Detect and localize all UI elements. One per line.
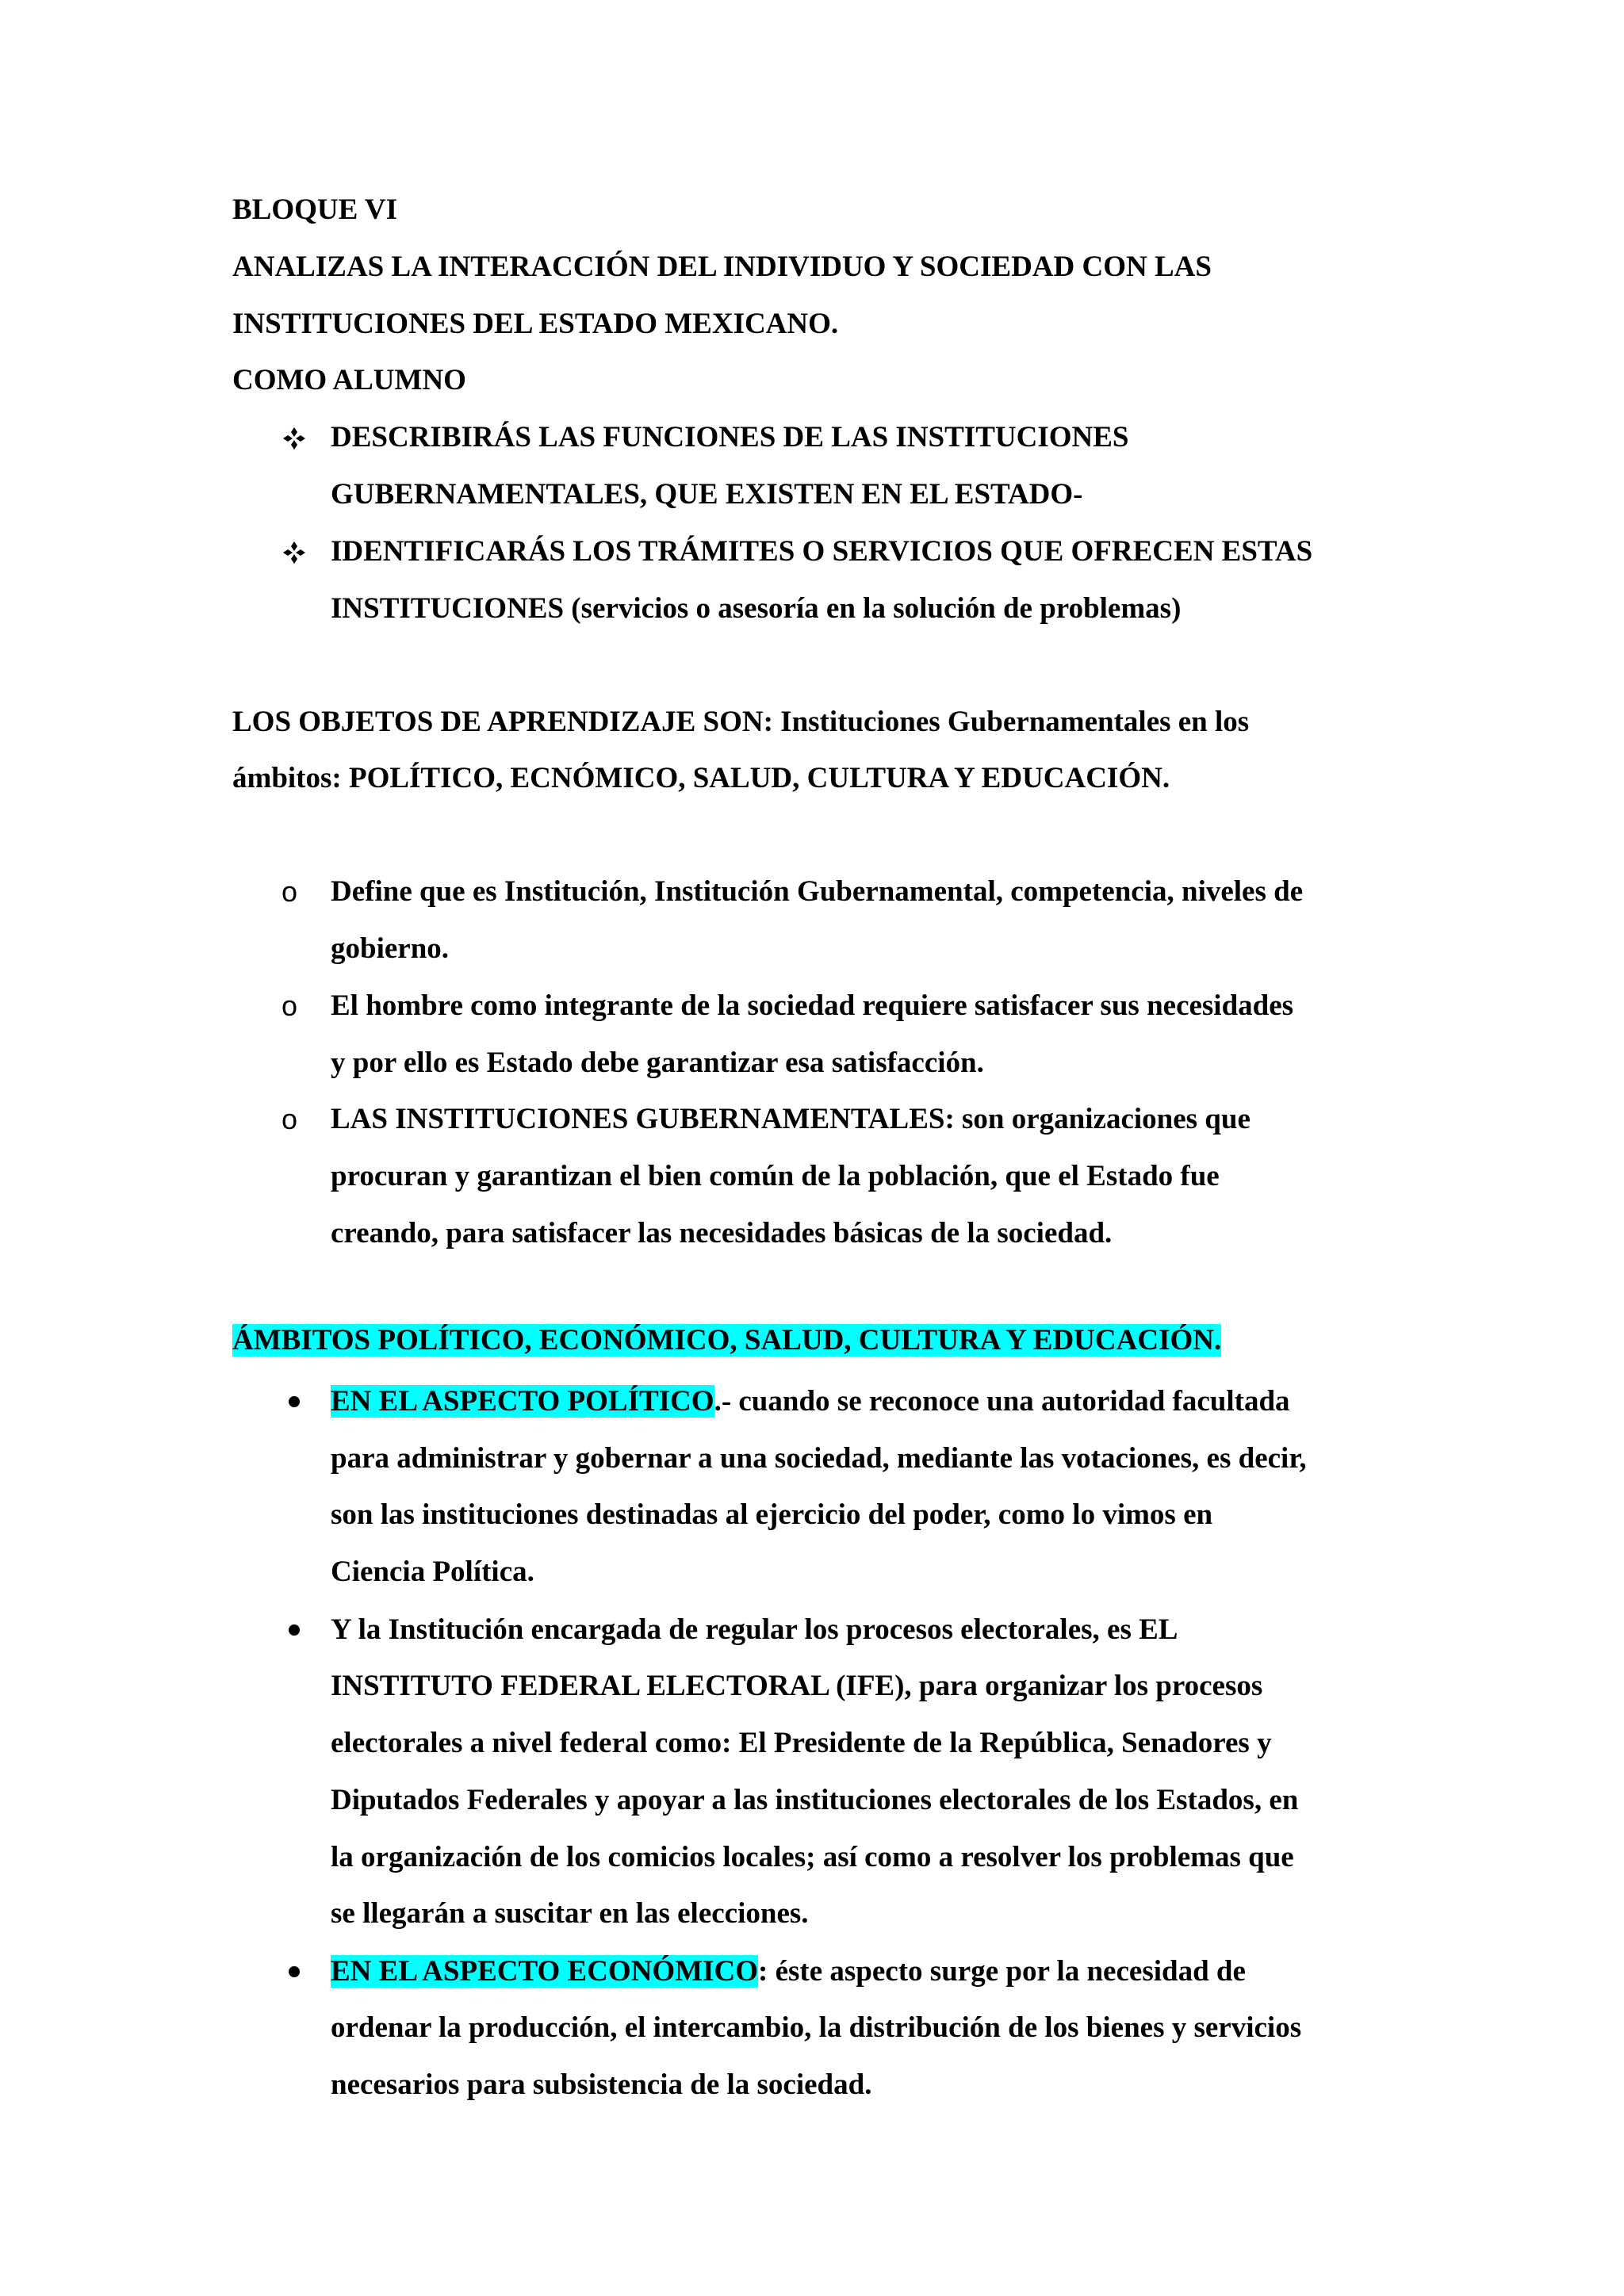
- hollow-circle-icon: o: [282, 989, 298, 1022]
- electoral-line-5: la organización de los comicios locales; así como a resolver los problemas que: [331, 1841, 1294, 1873]
- hollow-circle-icon: o: [282, 875, 298, 908]
- learning-line-2: ámbitos: POLÍTICO, ECNÓMICO, SALUD, CULTURA Y EDUCACIÓN.: [232, 762, 1170, 794]
- economic-line-2: ordenar la producción, el intercambio, la distribución de los bienes y servicios: [331, 2011, 1302, 2044]
- political-line-4: Ciencia Política.: [331, 1556, 534, 1588]
- filled-dot-icon: [289, 1624, 300, 1636]
- title-line-1: ANALIZAS LA INTERACCIÓN DEL INDIVIDUO Y SOCIEDAD CON LAS: [232, 251, 1212, 283]
- electoral-line-2: INSTITUTO FEDERAL ELECTORAL (IFE), para organizar los procesos: [331, 1670, 1263, 1702]
- diamond-quad-icon: [282, 540, 307, 565]
- definition-3-line-1: LAS INSTITUCIONES GUBERNAMENTALES: son organizaciones que: [331, 1103, 1251, 1135]
- electoral-line-1: Y la Institución encargada de regular los procesos electorales, es EL: [331, 1613, 1178, 1646]
- electoral-line-4: Diputados Federales y apoyar a las instituciones electorales de los Estados, en: [331, 1784, 1299, 1816]
- economic-line-1: [331, 1953, 1246, 1991]
- student-heading: COMO ALUMNO: [232, 364, 466, 396]
- hollow-circle-icon: o: [282, 1103, 298, 1135]
- definition-1-line-1: Define que es Institución, Institución Gubernamental, competencia, niveles de: [331, 875, 1304, 908]
- scopes-heading-text: ÁMBITOS POLÍTICO, ECONÓMICO, SALUD, CULTURA Y EDUCACIÓN.: [232, 1324, 1222, 1357]
- economic-rest: : éste aspecto surge por la necesidad de: [758, 1955, 1246, 1988]
- political-label: EN EL ASPECTO POLÍTICO: [331, 1385, 714, 1418]
- definition-3-line-2: procuran y garantizan el bien común de la población, que el Estado fue: [331, 1160, 1220, 1192]
- political-line-1: [331, 1383, 1290, 1421]
- filled-dot-icon: [289, 1966, 300, 1977]
- objective-2-line-1: IDENTIFICARÁS LOS TRÁMITES O SERVICIOS QUE OFRECEN ESTAS: [331, 535, 1313, 568]
- learning-line-1: LOS OBJETOS DE APRENDIZAJE SON: Instituciones Gubernamentales en los: [232, 706, 1250, 738]
- definition-3-line-3: creando, para satisfacer las necesidades básicas de la sociedad.: [331, 1217, 1113, 1249]
- objective-1-line-1: DESCRIBIRÁS LAS FUNCIONES DE LAS INSTITUCIONES: [331, 421, 1129, 453]
- block-heading: BLOQUE VI: [232, 193, 398, 226]
- political-rest: .- cuando se reconoce una autoridad facultada: [714, 1385, 1290, 1418]
- scopes-heading: [232, 1322, 1221, 1360]
- diamond-quad-icon: [282, 426, 307, 451]
- definition-1-line-2: gobierno.: [331, 932, 450, 965]
- political-line-2: para administrar y gobernar a una sociedad, mediante las votaciones, es decir,: [331, 1442, 1307, 1475]
- objective-2-line-2: INSTITUCIONES (servicios o asesoría en la solución de problemas): [331, 592, 1182, 625]
- definition-2-line-1: El hombre como integrante de la sociedad requiere satisfacer sus necesidades: [331, 989, 1294, 1022]
- electoral-line-3: electorales a nivel federal como: El Presidente de la República, Senadores y: [331, 1727, 1272, 1759]
- filled-dot-icon: [289, 1396, 300, 1407]
- economic-label: EN EL ASPECTO ECONÓMICO: [331, 1955, 759, 1988]
- electoral-line-6: se llegarán a suscitar en las elecciones.: [331, 1897, 809, 1930]
- political-line-3: son las instituciones destinadas al ejercicio del poder, como lo vimos en: [331, 1498, 1213, 1531]
- definition-2-line-2: y por ello es Estado debe garantizar esa satisfacción.: [331, 1047, 984, 1079]
- objective-1-line-2: GUBERNAMENTALES, QUE EXISTEN EN EL ESTADO-: [331, 478, 1083, 511]
- title-line-2: INSTITUCIONES DEL ESTADO MEXICANO.: [232, 308, 839, 340]
- economic-line-3: necesarios para subsistencia de la sociedad.: [331, 2068, 872, 2101]
